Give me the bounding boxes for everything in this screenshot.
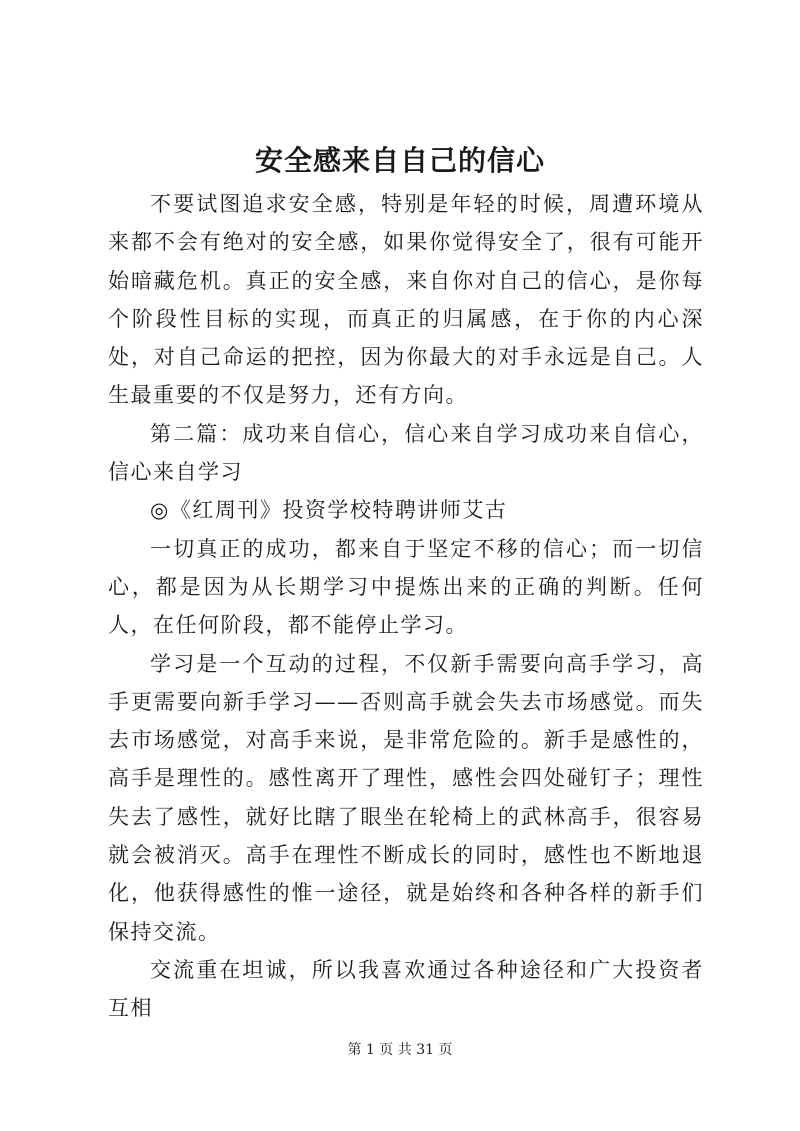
paragraph: ◎《红周刊》投资学校特聘讲师艾古 [150, 498, 508, 523]
page-footer: 第 1 页 共 31 页 [347, 1042, 453, 1058]
document-body [108, 185, 704, 1028]
paragraph: 学习是一个互动的过程，不仅新手需要向高手学习，高手更需要向新手学习——否则高手就会失去市场感觉。而失去市场感觉，对高手来说，是非常危险的。新手是感性的，高手是理性的。感性离开了理性，感性会四处碰钉子；理性失去了感性，就好比瞎了眼坐在轮椅上的武林高手，很容易就会被消灭。高手在理性不断成长的同时，感性也不断地退化，他获得感性的惟一途径，就是始终和各种各样的新手们保持交流。 [108, 651, 704, 944]
paragraph: 不要试图追求安全感，特别是年轻的时候，周遭环境从来都不会有绝对的安全感，如果你觉得安全了，很有可能开始暗藏危机。真正的安全感，来自你对自己的信心，是你每个阶段性目标的实现，而真正的归属感，在于你的内心深处，对自己命运的把控，因为你最大的对手永远是自己。人生最重要的不仅是努力，还有方向。 [108, 192, 704, 408]
paragraph: 第二篇：成功来自信心，信心来自学习成功来自信心，信心来自学习 [108, 421, 704, 485]
document-title: 安全感来自自己的信心 [254, 144, 545, 177]
paragraph: 一切真正的成功，都来自于坚定不移的信心；而一切信心，都是因为从长期学习中提炼出来的正确的判断。任何人，在任何阶段，都不能停止学习。 [108, 536, 704, 638]
paragraph: 交流重在坦诚，所以我喜欢通过各种途径和广大投资者互相 [108, 957, 704, 1021]
